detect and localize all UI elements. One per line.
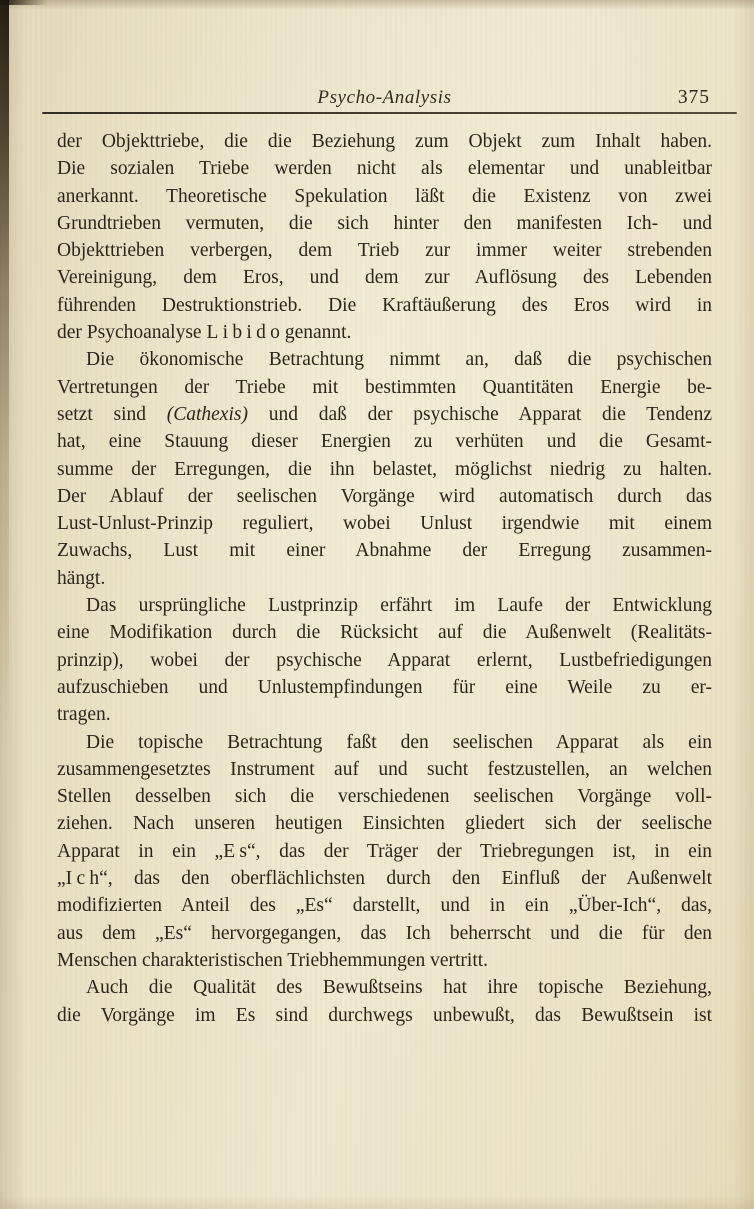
page-edge-shadow-bottom bbox=[0, 1195, 754, 1209]
text-run: Auch die Qualität des Bewußtseins hat ihre topische Beziehung, bbox=[86, 977, 712, 999]
text-run: Zuwachs, Lust mit einer Abnahme der Erregung zusammen- bbox=[57, 540, 712, 562]
header-rule bbox=[42, 112, 737, 114]
text-line bbox=[57, 592, 712, 619]
text-line bbox=[57, 346, 712, 373]
text-line bbox=[57, 729, 712, 756]
emphasized-term: Ich bbox=[65, 868, 104, 890]
text-run: Vereinigung, dem Eros, und dem zur Auflösung des Lebenden bbox=[57, 267, 712, 289]
text-run: aus dem „Es“ hervorgegangen, das Ich beherrscht und die für den bbox=[57, 922, 712, 944]
text-run: „ bbox=[57, 868, 66, 890]
text-run: eine Modifikation durch die Rücksicht auf die Außenwelt (Realitäts- bbox=[57, 622, 712, 644]
text-line bbox=[57, 647, 712, 674]
text-line bbox=[57, 810, 712, 837]
text-line bbox=[57, 947, 712, 974]
text-run: Grundtrieben vermuten, die sich hinter den manifesten Ich- und bbox=[57, 212, 712, 234]
text-line bbox=[57, 865, 712, 892]
text-line bbox=[57, 155, 712, 182]
text-run: der Psychoanalyse bbox=[57, 322, 207, 344]
text-run: Lust-Unlust-Prinzip reguliert, wobei Unlust irgendwie mit einem bbox=[57, 513, 712, 535]
text-run: führenden Destruktionstrieb. Die Kraftäußerung des Eros wird in bbox=[57, 294, 712, 316]
text-run: Objekttrieben verbergen, dem Trieb zur immer weiter strebenden bbox=[57, 240, 712, 262]
text-run: Der Ablauf der seelischen Vorgänge wird automatisch durch das bbox=[57, 485, 712, 507]
text-run: Die topische Betrachtung faßt den seelischen Apparat als ein bbox=[86, 731, 712, 753]
italic-term: (Cathexis) bbox=[166, 403, 248, 425]
text-line bbox=[57, 537, 712, 564]
text-line bbox=[57, 374, 712, 401]
text-line bbox=[57, 510, 712, 537]
text-line bbox=[57, 319, 712, 346]
text-run: tragen. bbox=[57, 704, 111, 726]
running-title: Psycho-Analysis bbox=[317, 87, 452, 108]
emphasized-term: Libido bbox=[206, 322, 285, 344]
text-run: Die ökonomische Betrachtung nimmt an, daß die psychischen bbox=[86, 349, 712, 371]
text-line bbox=[57, 701, 712, 728]
text-line bbox=[57, 783, 712, 810]
text-line bbox=[57, 838, 712, 865]
text-run: Die sozialen Triebe werden nicht als elementar und unableitbar bbox=[57, 158, 712, 180]
page-body bbox=[57, 128, 712, 1029]
text-run: zusammengesetztes Instrument auf und sucht festzustellen, an welchen bbox=[57, 758, 712, 780]
text-line bbox=[57, 674, 712, 701]
text-line bbox=[57, 892, 712, 919]
page-number: 375 bbox=[677, 87, 710, 108]
text-line bbox=[57, 483, 712, 510]
text-run: genannt. bbox=[279, 322, 352, 344]
text-line bbox=[57, 128, 712, 155]
text-line bbox=[57, 292, 712, 319]
text-run: “, das der Träger der Triebregungen ist, in ein bbox=[247, 840, 712, 862]
text-run: Apparat in ein „ bbox=[57, 840, 224, 862]
text-line bbox=[57, 619, 712, 646]
text-run: aufzuschieben und Unlustempfindungen für eine Weile zu er- bbox=[57, 676, 712, 698]
text-run: Das ursprüngliche Lustprinzip erfährt im Laufe der Entwicklung bbox=[86, 595, 712, 617]
text-run: “, das den oberflächlichsten durch den Einfluß der Außenwelt bbox=[99, 868, 712, 890]
text-line bbox=[57, 920, 712, 947]
text-run: ziehen. Nach unseren heutigen Einsichten gliedert sich der seelische bbox=[57, 813, 712, 835]
text-line bbox=[57, 974, 712, 1001]
text-run: Menschen charakteristischen Triebhemmungen vertritt. bbox=[57, 949, 489, 971]
emphasized-term: Es bbox=[223, 840, 252, 862]
text-line bbox=[57, 237, 712, 264]
text-line bbox=[57, 183, 712, 210]
text-line bbox=[57, 401, 712, 428]
text-run: und daß der psychische Apparat die Tendenz bbox=[247, 403, 712, 425]
text-run: Vertretungen der Triebe mit bestimmten Quantitäten Energie be- bbox=[57, 376, 712, 398]
text-run: summe der Erregungen, die ihn belastet, möglichst niedrig zu halten. bbox=[57, 458, 712, 480]
text-run: der Objekttriebe, die die Beziehung zum Objekt zum Inhalt haben. bbox=[57, 131, 712, 152]
text-run: modifizierten Anteil des „Es“ darstellt, und in ein „Über-Ich“, das, bbox=[57, 895, 712, 917]
page-edge-shadow-left bbox=[0, 0, 26, 1209]
text-line bbox=[57, 264, 712, 291]
text-line bbox=[57, 210, 712, 237]
text-line bbox=[57, 1002, 712, 1029]
text-line bbox=[57, 565, 712, 592]
page-edge-shadow-right bbox=[732, 0, 754, 1209]
text-run: setzt sind bbox=[57, 403, 167, 425]
text-run: prinzip), wobei der psychische Apparat erlernt, Lustbefriedigungen bbox=[57, 649, 712, 671]
page-edge-shadow-top bbox=[0, 0, 754, 10]
text-run: anerkannt. Theoretische Spekulation läßt die Existenz von zwei bbox=[57, 185, 712, 207]
text-run: hat, eine Stauung dieser Energien zu verhüten und die Gesamt- bbox=[57, 431, 712, 453]
text-run: Stellen desselben sich die verschiedenen seelischen Vorgänge voll- bbox=[57, 786, 712, 808]
text-run: die Vorgänge im Es sind durchwegs unbewußt, das Bewußtsein ist bbox=[57, 1004, 712, 1026]
text-line bbox=[57, 456, 712, 483]
text-line bbox=[57, 756, 712, 783]
text-line bbox=[57, 428, 712, 455]
page-header bbox=[57, 86, 712, 110]
text-run: hängt. bbox=[57, 567, 106, 589]
